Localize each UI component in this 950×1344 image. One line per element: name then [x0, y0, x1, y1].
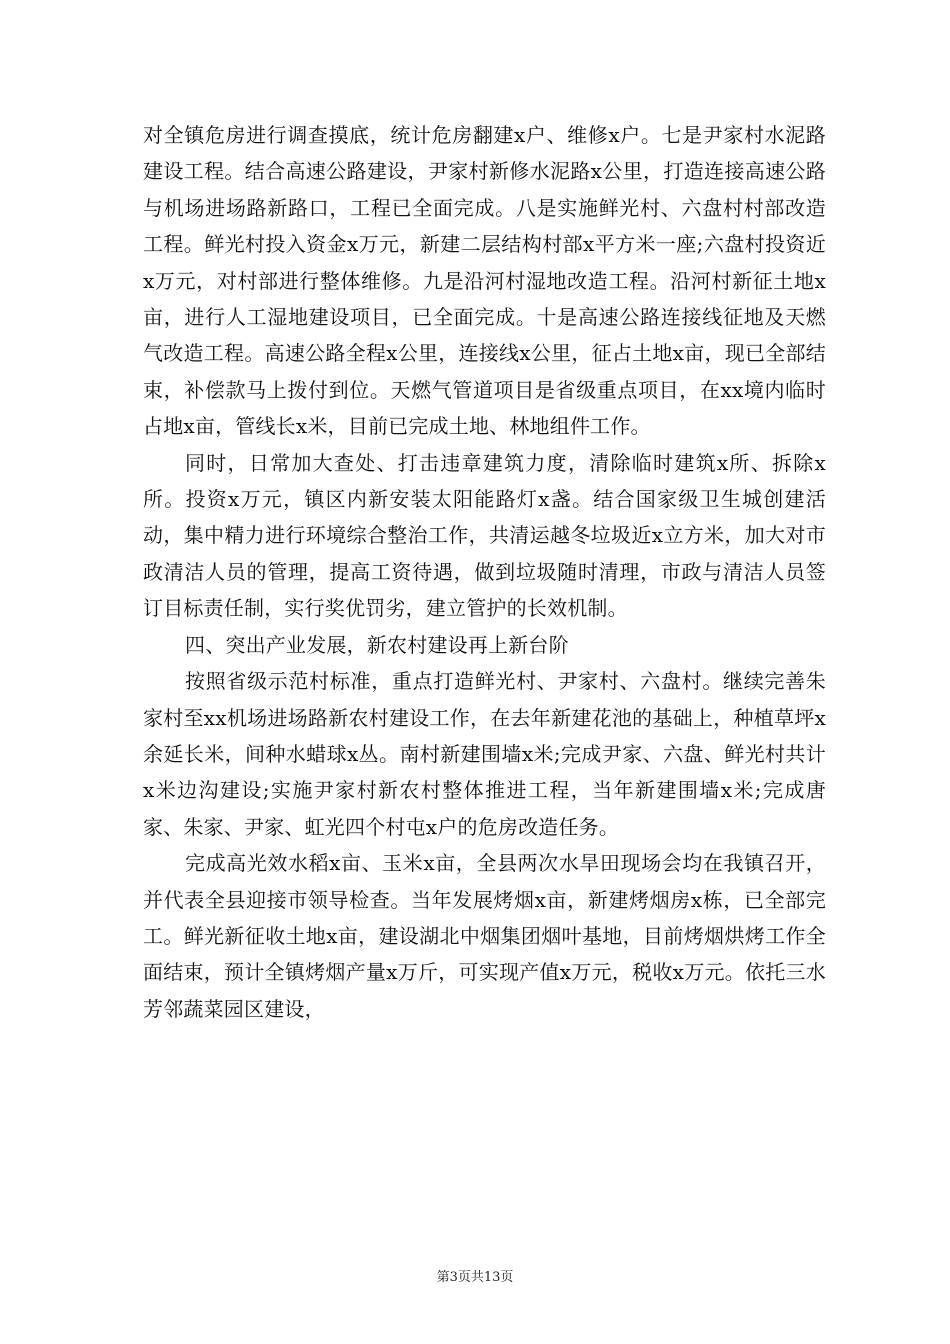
- paragraph-1: 对全镇危房进行调查摸底，统计危房翻建x户、维修x户。七是尹家村水泥路建设工程。结合高速公路建设，尹家村新修水泥路x公里，打造连接高速公路与机场进场路新路口，工程已全面完成。八是实施鲜光村、六盘村村部改造工程。鲜光村投入资金x万元，新建二层结构村部x平方米一座;六盘村投资近x万元，对村部进行整体维修。九是沿河村湿地改造工程。沿河村新征土地x亩，进行人工湿地建设项目，已全面完成。十是高速公路连接线征地及天燃气改造工程。高速公路全程x公里，连接线x公里，征占土地x亩，现已全部结束，补偿款马上拨付到位。天燃气管道项目是省级重点项目，在xx境内临时占地x亩，管线长x米，目前已完成土地、林地组件工作。: [143, 123, 826, 439]
- paragraph-3: 按照省级示范村标准，重点打造鲜光村、尹家村、六盘村。继续完善朱家村至xx机场进场路新农村建设工作，在去年新建花池的基础上，种植草坪x余延长米，间种水蜡球x丛。南村新建围墙x米;完成尹家、六盘、鲜光村共计x米边沟建设;实施尹家村新农村整体推进工程，当年新建围墙x米;完成唐家、朱家、尹家、虹光四个村屯x户的危房改造任务。: [143, 669, 826, 839]
- paragraph-2: 同时，日常加大查处、打击违章建筑力度，清除临时建筑x所、拆除x所。投资x万元，镇区内新安装太阳能路灯x盏。结合国家级卫生城创建活动，集中精力进行环境综合整治工作，共清运越冬垃圾近x立方米，加大对市政清洁人员的管理，提高工资待遇，做到垃圾随时清理，市政与清洁人员签订目标责任制，实行奖优罚劣，建立管护的长效机制。: [143, 450, 826, 621]
- page-number-footer: 第3页共13页: [436, 1270, 514, 1285]
- paragraph-4: 完成高光效水稻x亩、玉米x亩，全县两次水旱田现场会均在我镇召开，并代表全县迎接市领导检查。当年发展烤烟x亩，新建烤烟房x栋，已全部完工。鲜光新征收土地x亩，建设湖北中烟集团烟叶基地，目前烤烟烘烤工作全面结束，预计全镇烤烟产量x万斤，可实现产值x万元，税收x万元。依托三水芳邻蔬菜园区建设，: [143, 851, 826, 1021]
- document-body: [143, 117, 826, 1027]
- section-heading: 四、突出产业发展，新农村建设再上新台阶: [185, 632, 569, 657]
